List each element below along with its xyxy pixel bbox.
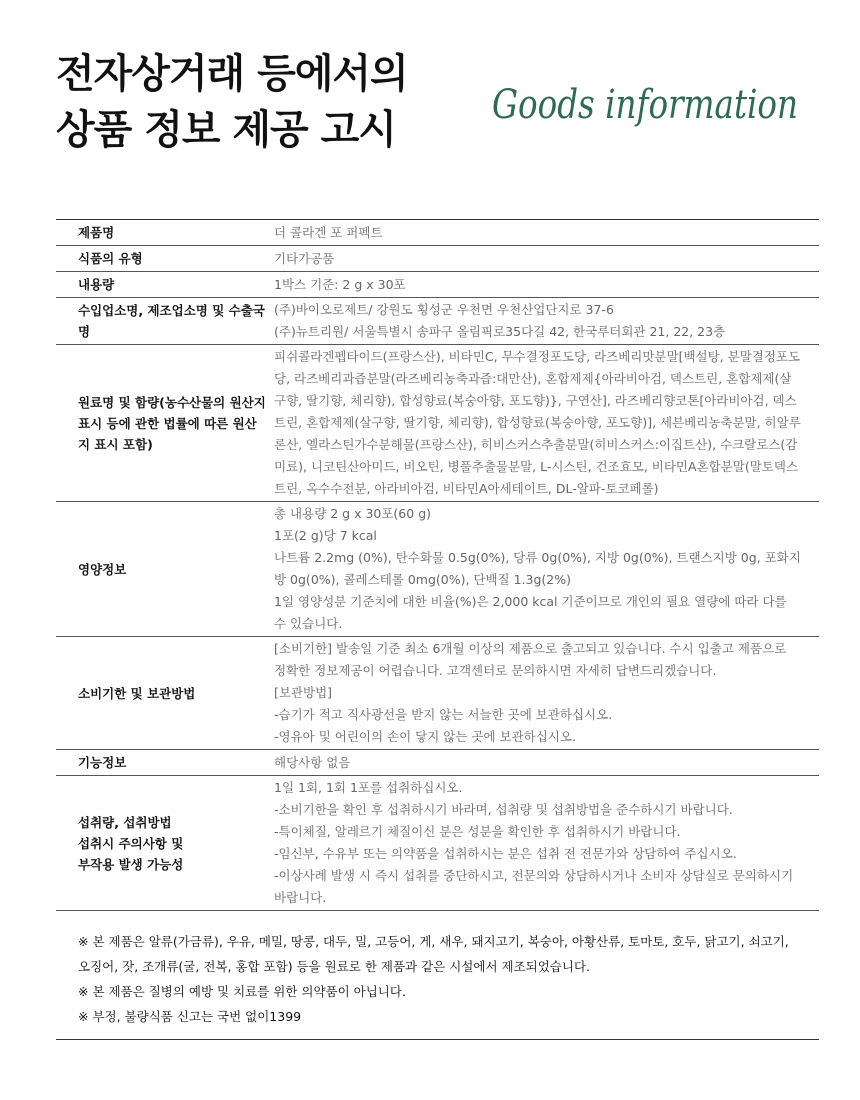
value-line: -소비기한을 확인 후 섭취하시기 바라며, 섭취량 및 섭취방법을 준수하시기 바랍니다. [274,802,733,817]
row-value [274,345,819,502]
row-label: 소비기한 및 보관방법 [56,637,274,750]
row-value [274,776,819,911]
notice-report: ※ 부정, 불량식품 신고는 국번 없이1399 [78,1009,302,1024]
value-line: 1일 1회, 1회 1포를 섭취하십시오. [274,780,463,795]
product-info-table [56,219,819,911]
notice-not-medicine: ※ 본 제품은 질병의 예방 및 치료를 위한 의약품이 아닙니다. [78,984,406,999]
table-row [56,502,819,637]
value-line: (주)바이오로제트/ 강원도 횡성군 우천면 우천산업단지로 37-6 [274,302,614,317]
script-title [488,62,808,142]
row-value [274,637,819,750]
value-line: -영유아 및 어린이의 손이 닿지 않는 곳에 보관하십시오. [274,729,576,744]
value-line: [보관방법] [274,685,333,700]
table-row [56,776,819,911]
value-line: 1포(2 g)당 7 kcal [274,528,377,543]
page-title [56,46,408,158]
value-line: 해당사항 없음 [274,754,351,770]
value-line: 1박스 기준: 2 g x 30포 [274,276,406,292]
row-value [274,298,819,345]
page-title-line-1: 전자상거래 등에서의 [56,51,408,97]
row-value [274,750,819,776]
table-row [56,637,819,750]
page-title-line-2: 상품 정보 제공 고시 [56,107,396,153]
row-label: 식품의 유형 [56,246,274,272]
value-line: 1일 영양성분 기준치에 대한 비율(%)은 2,000 kcal 기준이므로 개인의 필요 열량에 따라 다를 수 있습니다. [274,594,787,631]
value-line: -습기가 적고 직사광선을 받지 않는 서늘한 곳에 보관하십시오. [274,707,613,722]
notice-allergen: ※ 본 제품은 알류(가금류), 우유, 메밀, 땅콩, 대두, 밀, 고등어, 게, 새우, 돼지고기, 복숭아, 아황산류, 토마토, 호두, 닭고기, 쇠고기, 오징어, 잣, 조개류(굴, 전복, 홍합 포함) 등을 원료로 한 제품과 같은 시설에서 제조되었습니다. [78,934,789,974]
row-value [274,246,819,272]
row-label: 섭취량, 섭취방법 섭취시 주의사항 및 부작용 발생 가능성 [56,776,274,911]
row-label: 원료명 및 함량(농수산물의 원산지 표시 등에 관한 법률에 따른 원산지 표시 포함) [56,345,274,502]
value-line: -이상사례 발생 시 즉시 섭취를 중단하시고, 전문의와 상담하시거나 소비자 상담실로 문의하시기 바랍니다. [274,868,794,905]
row-label: 내용량 [56,272,274,298]
table-row [56,246,819,272]
notice-section [56,929,819,1040]
row-label: 수입업소명, 제조업소명 및 수출국명 [56,298,274,345]
table-row [56,750,819,776]
value-line: (주)뉴트리원/ 서울특별시 송파구 올림픽로35다길 42, 한국루터회관 21, 22, 23층 [274,324,726,339]
script-title-text: Goods information [492,82,798,128]
value-line: -특이체질, 알레르기 체질이신 분은 성분을 확인한 후 섭취하시기 바랍니다. [274,824,681,839]
row-label: 기능정보 [56,750,274,776]
value-line: 더 콜라겐 포 퍼펙트 [274,224,383,240]
value-line: 기타가공품 [274,250,335,266]
value-line: -임신부, 수유부 또는 의약품을 섭취하시는 분은 섭취 전 전문가와 상담하여 주십시오. [274,846,737,861]
value-line: 나트륨 2.2mg (0%), 탄수화물 0.5g(0%), 당류 0g(0%), 지방 0g(0%), 트랜스지방 0g, 포화지방 0g(0%), 콜레스테롤 0mg(0%), 단백질 1.3g(2%) [274,550,801,587]
table-row [56,220,819,246]
table-row [56,298,819,345]
row-label: 영양정보 [56,502,274,637]
row-value [274,502,819,637]
value-line: [소비기한] 발송일 기준 최소 6개월 이상의 제품으로 출고되고 있습니다. 수시 입출고 제품으로 정확한 정보제공이 어렵습니다. 고객센터로 문의하시면 자세히 답변드리겠습니다. [274,641,787,678]
value-line: 피쉬콜라겐펩타이드(프랑스산), 비타민C, 무수결정포도당, 라즈베리맛분말[백설탕, 분말결정포도당, 라즈베리과즙분말(라즈베리농축과즙:대만산), 혼합제제{아라비아검, 덱스트린, 혼합제제(살구향, 딸기향, 체리향), 합성향료(복숭아향, 포도향)}, 구연산], 라즈베리향코톤[아라비아검, 덱스트린, 혼합제제(살구향, 딸기향, 체리향), 합성향료(복숭아향, 포도향)], 세븐베리농축분말, 히알루론산, 엘라스틴가수분해물(프랑스산), 히비스커스추출분말(히비스커스:이집트산), 수크랄로스(감미료), 니코틴산아미드, 비오틴, 병풀추출물분말, L-시스틴, 건조효모, 비타민A혼합분말(말토덱스트린, 옥수수전분, 아라비아검, 비타민A아세테이트, DL-알파-토코페롤) [274,349,801,496]
table-row [56,272,819,298]
row-label: 제품명 [56,220,274,246]
value-line: 총 내용량 2 g x 30포(60 g) [274,506,431,521]
table-row [56,345,819,502]
row-value [274,220,819,246]
row-value [274,272,819,298]
